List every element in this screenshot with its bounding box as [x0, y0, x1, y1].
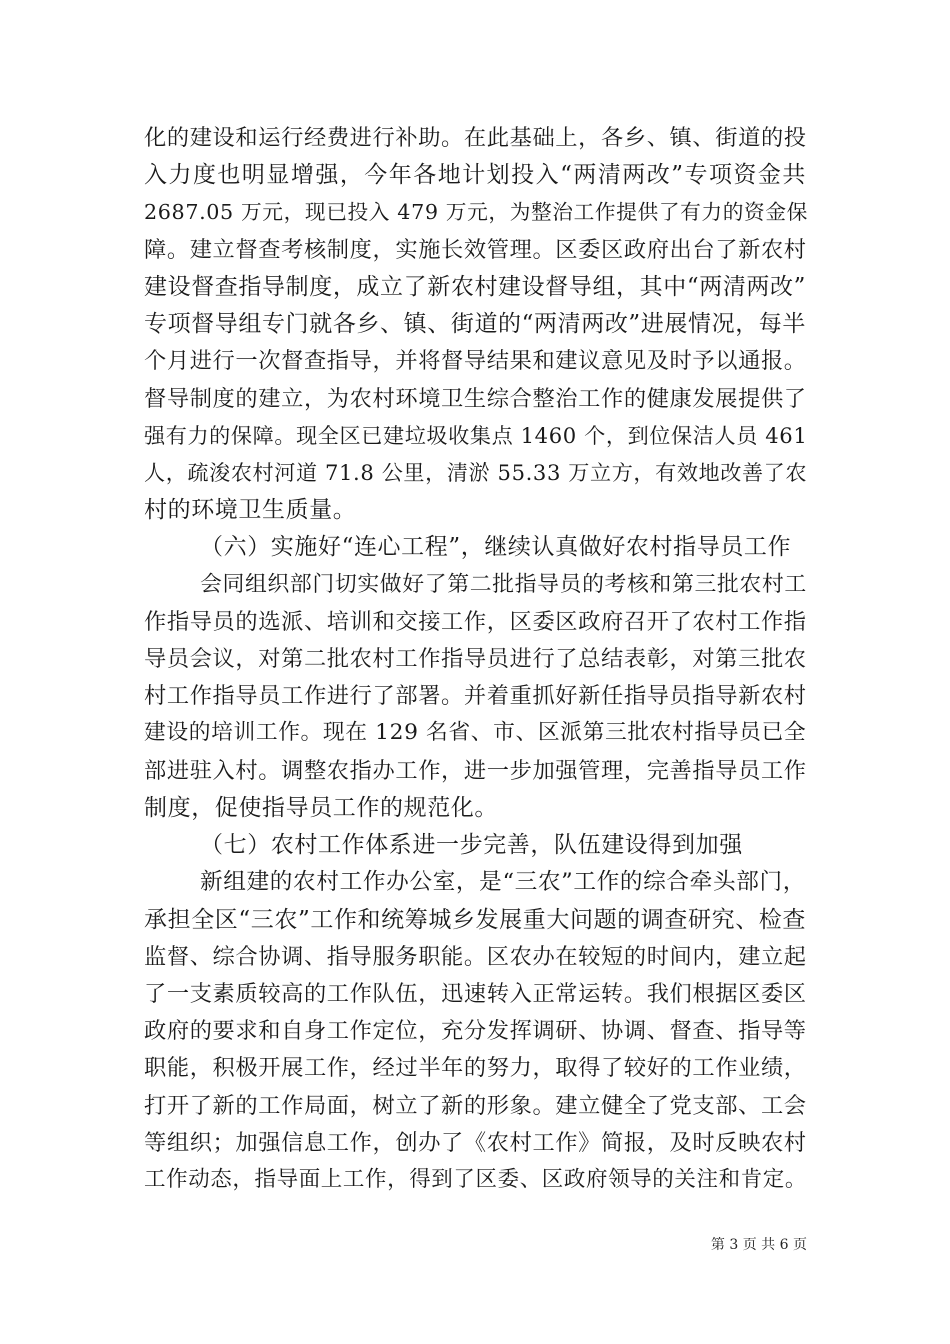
paragraph-line: 专项督导组专门就各乡、镇、街道的“两清两改”进展情况，每半: [144, 311, 806, 338]
paragraph-line: 入力度也明显增强，今年各地计划投入“两清两改”专项资金共: [144, 162, 806, 189]
paragraph-line: 2687.05 万元，现已投入 479 万元，为整治工作提供了有力的资金保: [144, 200, 808, 225]
paragraph-line: 了一支素质较高的工作队伍，迅速转入正常运转。我们根据区委区: [144, 980, 807, 1007]
paragraph-line: 会同组织部门切实做好了第二批指导员的考核和第三批农村工: [200, 571, 807, 597]
paragraph-line: 新组建的农村工作办公室，是“三农”工作的综合牵头部门，: [200, 869, 806, 896]
paragraph-line: 建设的培训工作。现在 129 名省、市、区派第三批农村指导员已全: [144, 720, 807, 746]
section-heading-6: （六）实施好“连心工程”，继续认真做好农村指导员工作: [200, 534, 792, 561]
paragraph-line: 部进驻入村。调整农指办工作，进一步加强管理，完善指导员工作: [144, 757, 807, 784]
paragraph-line: 作指导员的选派、培训和交接工作，区委区政府召开了农村工作指: [144, 608, 807, 635]
paragraph-line: 等组织；加强信息工作，创办了《农村工作》简报，及时反映农村: [144, 1129, 807, 1156]
page-number: 第 3 页 共 6 页: [710, 1237, 807, 1253]
section-heading-7: （七）农村工作体系进一步完善，队伍建设得到加强: [200, 832, 743, 859]
paragraph-line: 建设督查指导制度，成立了新农村建设督导组，其中“两清两改”: [144, 273, 806, 300]
paragraph-line: 强有力的保障。现全区已建垃圾收集点 1460 个，到位保洁人员 461: [144, 422, 808, 448]
paragraph-line: 个月进行一次督查指导，并将督导结果和建议意见及时予以通报。: [144, 348, 807, 375]
paragraph-line: 监督、综合协调、指导服务职能。区农办在较短的时间内，建立起: [144, 943, 807, 970]
paragraph-line: 政府的要求和自身工作定位，充分发挥调研、协调、督查、指导等: [144, 1018, 807, 1045]
paragraph-line: 村的环境卫生质量。: [144, 497, 357, 524]
paragraph-line: 导员会议，对第二批农村工作指导员进行了总结表彰，对第三批农: [144, 646, 807, 672]
paragraph-line: 障。建立督查考核制度，实施长效管理。区委区政府出台了新农村: [144, 236, 807, 263]
paragraph-line: 化的建设和运行经费进行补助。在此基础上，各乡、镇、街道的投: [144, 125, 807, 151]
paragraph-line: 职能，积极开展工作，经过半年的努力，取得了较好的工作业绩，: [144, 1055, 807, 1082]
paragraph-line: 人，疏浚农村河道 71.8 公里，清淤 55.33 万立方，有效地改善了农: [144, 459, 808, 485]
paragraph-line: 制度，促使指导员工作的规范化。: [144, 794, 498, 821]
paragraph-line: 工作动态，指导面上工作，得到了区委、区政府领导的关注和肯定。: [144, 1167, 808, 1192]
paragraph-line: 承担全区“三农”工作和统筹城乡发展重大问题的调查研究、检查: [144, 906, 806, 933]
paragraph-line: 打开了新的工作局面，树立了新的形象。建立健全了党支部、工会: [144, 1092, 807, 1119]
paragraph-line: 村工作指导员工作进行了部署。并着重抓好新任指导员指导新农村: [144, 683, 807, 710]
paragraph-line: 督导制度的建立，为农村环境卫生综合整治工作的健康发展提供了: [144, 385, 807, 412]
